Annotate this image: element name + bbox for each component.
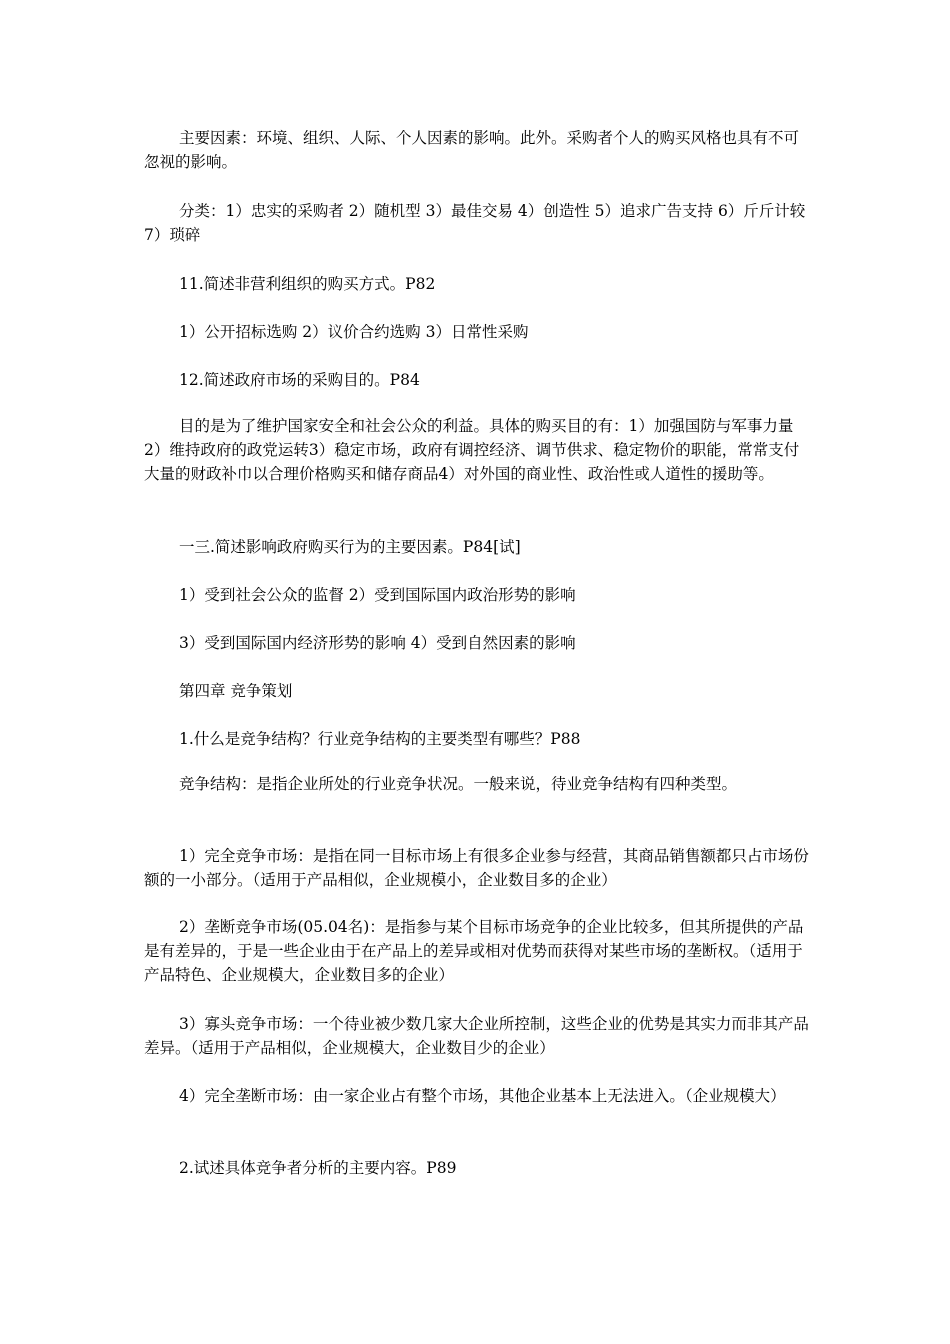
paragraph-government-purpose: 目的是为了维护国家安全和社会公众的利益。具体的购买目的有：1）加强国防与军事力量2）维持政府的政党运转3）稳定市场，政府有调控经济、调节供求、稳定物价的职能，常常支付大量的财政补巾以合理价格购买和储存商品4）对外国的商业性、政治性或人道性的援助等。: [144, 417, 800, 483]
paragraph-oligopoly: 3）寡头竞争市场：一个待业被少数几家大企业所控制，这些企业的优势是其实力而非其产品差异。（适用于产品相似，企业规模大，企业数目少的企业）: [144, 1015, 809, 1057]
chapter-heading: 第四章 竞争策划: [179, 682, 293, 700]
paragraph-monopoly: 4）完全垄断市场：由一家企业占有整个市场，其他企业基本上无法进入。（企业规模大）: [179, 1087, 786, 1105]
paragraph-perfect-competition: 1）完全竞争市场：是指在同一目标市场上有很多企业参与经营，其商品销售额都只占市场份额的一小部分。（适用于产品相似，企业规模小，企业数目多的企业）: [144, 847, 809, 889]
paragraph-govt-factors-1: 1）受到社会公众的监督 2）受到国际国内政治形势的影响: [179, 586, 576, 604]
paragraph-govt-factors-2: 3）受到国际国内经济形势的影响 4）受到自然因素的影响: [179, 634, 576, 652]
paragraph-main-factors: 主要因素：环境、组织、人际、个人因素的影响。此外。采购者个人的购买风格也具有不可忽视的影响。: [144, 129, 800, 171]
paragraph-monopolistic-competition: 2）垄断竞争市场(05.04名)：是指参与某个目标市场竞争的企业比较多，但其所提供的产品是有差异的，于是一些企业由于在产品上的差异或相对优势而获得对某些市场的垄断权。（适用于产品特色、企业规模大，企业数目多的企业）: [144, 918, 804, 984]
heading-question-13: 一三.简述影响政府购买行为的主要因素。P84[试]: [179, 538, 521, 556]
paragraph-buyer-types: 分类：1）忠实的采购者 2）随机型 3）最佳交易 4）创造性 5）追求广告支持 6）斤斤计较 7）琐碎: [144, 202, 806, 244]
heading-question-11: 11.简述非营利组织的购买方式。P82: [179, 275, 436, 293]
heading-question-12: 12.简述政府市场的采购目的。P84: [179, 371, 420, 389]
paragraph-competition-structure: 竞争结构：是指企业所处的行业竞争状况。一般来说，待业竞争结构有四种类型。: [179, 775, 738, 793]
heading-question-1: 1.什么是竞争结构？行业竞争结构的主要类型有哪些？P88: [179, 730, 581, 748]
paragraph-nonprofit-methods: 1）公开招标选购 2）议价合约选购 3）日常性采购: [179, 323, 529, 341]
heading-question-2: 2.试述具体竞争者分析的主要内容。P89: [179, 1159, 457, 1177]
